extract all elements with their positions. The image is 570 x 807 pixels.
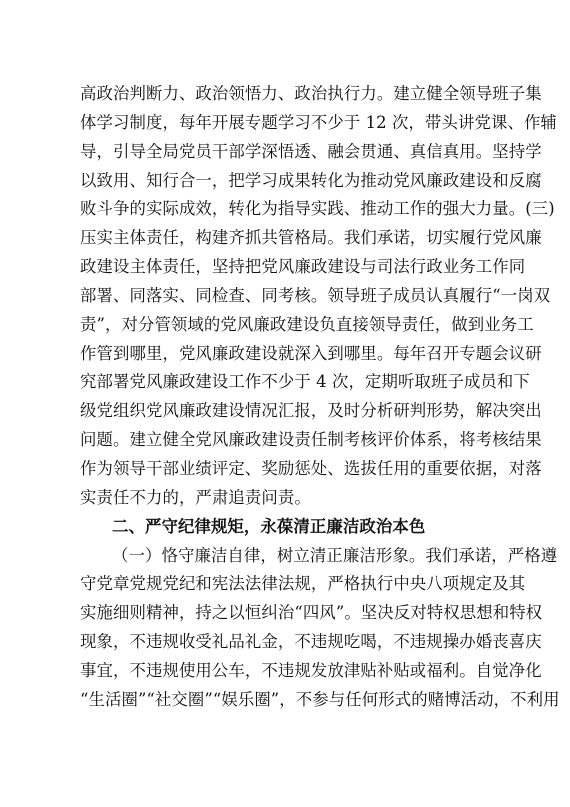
- body-line: 政建设主体责任，坚持把党风廉政建设与司法行政业务工作同: [80, 257, 526, 277]
- body-line: 以致用、知行合一，把学习成果转化为推动党风廉政建设和反腐: [80, 170, 542, 190]
- body-line: 败斗争的实际成效，转化为指导实践、推动工作的强大力量。(三): [80, 199, 555, 219]
- body-line: 现象，不违规收受礼品礼金，不违规吃喝，不违规操办婚丧喜庆: [80, 632, 542, 652]
- body-line: 责”，对分管领域的党风廉政建设负直接领导责任，做到业务工: [80, 314, 534, 334]
- body-line: 高政治判断力、政治领悟力、政治执行力。建立健全领导班子集: [80, 84, 542, 103]
- body-line: 压实主体责任，构建齐抓共管格局。我们承诺，切实履行党风廉: [80, 228, 542, 248]
- body-line: 级党组织党风廉政建设情况汇报，及时分析研判形势，解决突出: [80, 401, 542, 421]
- body-line: 导，引导全局党员干部学深悟透、融会贯通、真信真用。坚持学: [80, 141, 542, 161]
- section-heading: 二、严守纪律规矩，永葆清正廉洁政治本色: [112, 516, 426, 536]
- body-line: 作为领导干部业绩评定、奖励惩处、选拔任用的重要依据，对落: [80, 458, 542, 478]
- body-line: 作管到哪里，党风廉政建设就深入到哪里。每年召开专题会议研: [80, 343, 542, 363]
- body-line: “生活圈”“社交圈”“娱乐圈”，不参与任何形式的赌博活动，不利用: [80, 689, 560, 709]
- body-line: 问题。建立健全党风廉政建设责任制考核评价体系，将考核结果: [80, 430, 542, 450]
- body-line: 体学习制度，每年开展专题学习不少于 12 次，带头讲党课、作辅: [80, 112, 557, 132]
- document-body: [80, 80, 560, 715]
- body-line: 部署、同落实、同检查、同考核。领导班子成员认真履行“一岗双: [80, 285, 551, 305]
- body-line: 究部署党风廉政建设工作不少于 4 次，定期听取班子成员和下: [80, 372, 530, 392]
- body-line: 守党章党规党纪和宪法法律法规，严格执行中央八项规定及其: [80, 574, 526, 594]
- body-line: 实施细则精神，持之以恒纠治“四风”。坚决反对特权思想和特权: [80, 603, 543, 623]
- body-line: （一）恪守廉洁自律，树立清正廉洁形象。我们承诺，严格遵: [112, 545, 558, 565]
- body-line: 实责任不力的，严肃追责问责。: [80, 487, 311, 507]
- body-line: 事宜，不违规使用公车，不违规发放津贴补贴或福利。自觉净化: [80, 660, 542, 680]
